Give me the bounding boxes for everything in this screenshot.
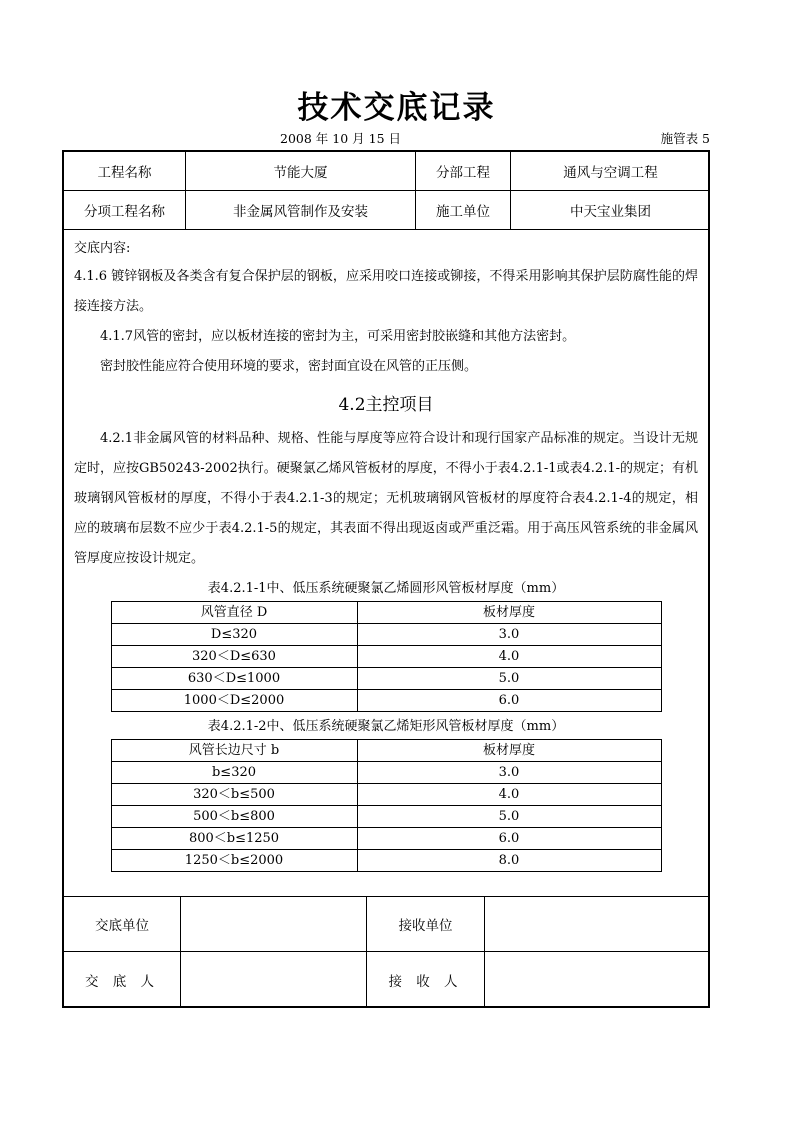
- table2-header-longside: 风管长边尺寸 b: [111, 740, 357, 762]
- table-row: [111, 602, 661, 624]
- table2-cell-value: 4.0: [357, 784, 661, 806]
- table2-cell-range: 1250＜b≤2000: [111, 850, 357, 872]
- receiver-value[interactable]: [485, 952, 710, 1007]
- construction-unit-value: 中天宝业集团: [570, 204, 651, 220]
- table2-header-thickness: 板材厚度: [357, 740, 661, 762]
- table2-cell-range: b≤320: [111, 762, 357, 784]
- table2-cell-range: 320＜b≤500: [111, 784, 357, 806]
- info-row-2: [64, 191, 708, 230]
- table1-header-diameter: 风管直径 D: [111, 602, 357, 624]
- table1-cell-value: 4.0: [357, 646, 661, 668]
- form-number: 施管表 5: [660, 131, 710, 146]
- table2-cell-value: 6.0: [357, 828, 661, 850]
- page-title: 技术交底记录: [297, 90, 496, 126]
- table-row: [111, 850, 661, 872]
- receiving-unit-label: 接收单位: [367, 897, 485, 951]
- table-row: [111, 784, 661, 806]
- table-row: [111, 762, 661, 784]
- table-row: [111, 690, 661, 712]
- section-heading-4-2: 4.2主控项目: [338, 395, 434, 415]
- document-date: 2008 年 10 月 15 日: [280, 131, 401, 146]
- table1-cell-range: 320＜D≤630: [111, 646, 357, 668]
- signature-row-persons: [64, 952, 708, 1007]
- disclosing-unit-value[interactable]: [181, 897, 367, 951]
- disclosing-unit-label: 交底单位: [64, 897, 181, 951]
- discloser-value[interactable]: [181, 952, 367, 1007]
- table2-cell-range: 800＜b≤1250: [111, 828, 357, 850]
- signature-row-units: [64, 897, 708, 952]
- table2-cell-value: 8.0: [357, 850, 661, 872]
- receiving-unit-value[interactable]: [485, 897, 710, 951]
- paragraph-4-1-6: 4.1.6 镀锌钢板及各类含有复合保护层的钢板，应采用咬口连接或铆接，不得采用影响其保护层防腐性能的焊接连接方法。: [74, 269, 698, 314]
- discloser-label: 交 底 人: [64, 952, 181, 1007]
- content-heading: 交底内容:: [74, 241, 131, 256]
- paragraph-4-1-7: 4.1.7风管的密封，应以板材连接的密封为主，可采用密封胶嵌缝和其他方法密封。: [100, 329, 576, 344]
- table1-cell-value: 3.0: [357, 624, 661, 646]
- table2-cell-value: 3.0: [357, 762, 661, 784]
- table2-caption: 表4.2.1-2中、低压系统硬聚氯乙烯矩形风管板材厚度（mm）: [207, 719, 565, 734]
- table-4-2-1-1: [111, 601, 662, 712]
- table1-caption: 表4.2.1-1中、低压系统硬聚氯乙烯圆形风管板材厚度（mm）: [207, 581, 565, 596]
- main-frame: [62, 150, 710, 1008]
- signature-block: [64, 896, 708, 1006]
- table-row: [111, 828, 661, 850]
- table-row: [111, 806, 661, 828]
- project-name-label: 工程名称: [64, 152, 186, 190]
- table1-cell-range: D≤320: [111, 624, 357, 646]
- division-work-value: 通风与空调工程: [563, 165, 658, 181]
- subitem-name-label: 分项工程名称: [64, 191, 186, 229]
- table1-cell-range: 1000＜D≤2000: [111, 690, 357, 712]
- subitem-name-value: 非金属风管制作及安装: [186, 191, 416, 229]
- table-row: [111, 740, 661, 762]
- table-row: [111, 646, 661, 668]
- division-work-label: 分部工程: [416, 152, 511, 190]
- table-row: [111, 624, 661, 646]
- table1-cell-value: 6.0: [357, 690, 661, 712]
- receiver-label: 接 收 人: [367, 952, 485, 1007]
- table-row: [111, 668, 661, 690]
- paragraph-4-2-1: 4.2.1非金属风管的材料品种、规格、性能与厚度等应符合设计和现行国家产品标准的规定。当设计无规定时，应按GB50243-2002执行。硬聚氯乙烯风管板材的厚度，不得小于表4.2.1-1或表4.2.1-的规定；有机玻璃钢风管板材的厚度，不得小于表4.2.1-3的规定；无机玻璃钢风管板材的厚度符合表4.2.1-4的规定，相应的玻璃布层数不应少于表4.2.1-5的规定，其表面不得出现返卤或严重泛霜。用于高压风管系统的非金属风管厚度应按设计规定。: [74, 431, 698, 566]
- table1-header-thickness: 板材厚度: [357, 602, 661, 624]
- table-4-2-1-2: [111, 739, 662, 872]
- paragraph-4-1-7b: 密封胶性能应符合使用环境的要求，密封面宜设在风管的正压侧。: [100, 359, 478, 374]
- title-subline: [62, 129, 710, 147]
- table1-cell-range: 630＜D≤1000: [111, 668, 357, 690]
- content-body: [64, 230, 708, 910]
- project-name-value: 节能大厦: [186, 152, 416, 190]
- info-row-1: [64, 152, 708, 191]
- construction-unit-label: 施工单位: [416, 191, 511, 229]
- table2-cell-range: 500＜b≤800: [111, 806, 357, 828]
- table2-cell-value: 5.0: [357, 806, 661, 828]
- table1-cell-value: 5.0: [357, 668, 661, 690]
